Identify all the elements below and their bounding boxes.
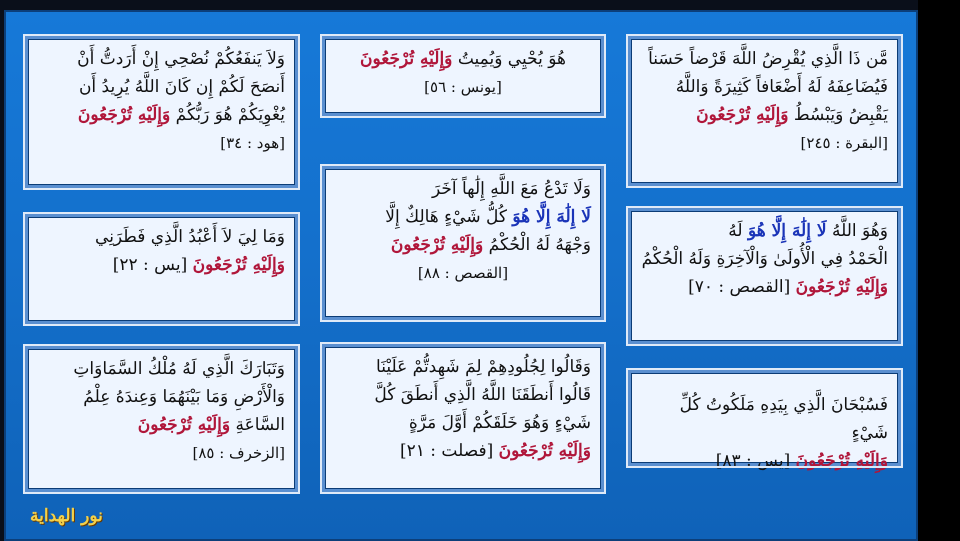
verse-card-zukhruf-85 [25,346,298,492]
verse-line: وَجْهَهُ لَهُ الْحُكْمُ [488,235,591,255]
verse-card-yasin-83 [628,370,901,471]
verse-line: فَيُضَاعِفَهُ لَهُ أَضْعَافاً كَثِيرَةً وَاللَّهُ [675,77,888,97]
verse-highlight: وَإِلَيْهِ تُرْجَعُونَ [696,105,789,125]
verse-line: أَنصَحَ لَكُمْ إِن كَانَ اللَّهُ يُرِيدُ أَن [78,77,285,97]
verse-line: فَسُبْحَانَ الَّذِي بِيَدِهِ مَلَكُوتُ كُلِّ شَيْءٍ [679,395,888,443]
verse-reference: [يونس : ٥٦] [424,78,502,96]
verse-highlight: وَإِلَيْهِ تُرْجَعُونَ [360,49,453,69]
verse-card-yasin-22 [25,214,298,324]
verse-line: وَمَا لِيَ لاَ أَعْبُدُ الَّذِي فَطَرَنِي [95,227,285,247]
verse-line: الْحَمْدُ فِي الْأُولَىٰ وَالْآخِرَةِ وَلَهُ الْحُكْمُ [641,249,888,269]
verse-highlight: وَإِلَيْهِ تُرْجَعُونَ [795,451,888,471]
verse-line: كُلُّ شَيْءٍ هَالِكٌ إِلَّا [385,207,507,227]
verse-line: وَهُوَ اللَّهُ [831,221,888,241]
verse-highlight: وَإِلَيْهِ تُرْجَعُونَ [137,415,231,435]
verse-card-fussilat-21 [322,344,604,492]
verse-reference: [فصلت : ٢١] [399,441,494,461]
verse-highlight: وَإِلَيْهِ تُرْجَعُونَ [192,255,285,275]
window-edge [918,0,960,541]
verse-line: مَّن ذَا الَّذِي يُقْرِضُ اللَّهَ قَرْضاً حَسَناً [648,49,888,69]
verse-line: وَلاَ يَنفَعُكُمْ نُصْحِي إِنْ أَرَدتُّ أَنْ [77,49,285,69]
verse-card-qasas-70 [628,208,901,344]
verse-reference: [هود : ٣٤] [220,134,285,152]
verse-card-qasas-88 [322,166,604,320]
verse-highlight: وَإِلَيْهِ تُرْجَعُونَ [77,105,171,125]
verse-reference: [الزخرف : ٨٥] [192,444,285,462]
verse-line: يَقْبِضُ وَيَبْسُطُ [793,105,888,125]
logo-text: نور الهداية [30,506,103,526]
verse-tahlil: لَا إِلَٰهَ إِلَّا هُوَ [512,207,591,227]
verse-line: السَّاعَةِ [235,415,285,435]
verse-highlight: وَإِلَيْهِ تُرْجَعُونَ [498,441,591,461]
verse-reference: [البقرة : ٢٤٥] [800,134,888,152]
verse-line: وَقَالُوا لِجُلُودِهِمْ لِمَ شَهِدتُّمْ عَلَيْنَا [376,357,591,377]
verse-line: لَهُ [728,221,743,241]
verse-line: وَالْأَرْضِ وَمَا بَيْنَهُمَا وَعِندَهُ عِلْمُ [83,387,285,407]
verse-reference: [يس : ٨٣] [715,451,791,471]
verse-line: قَالُوا أَنطَقَنَا اللَّهُ الَّذِي أَنطَقَ كُلَّ [374,385,591,405]
verse-reference: [القصص : ٨٨] [417,264,509,282]
verse-reference: [القصص : ٧٠] [688,277,791,297]
verse-card-hud-34 [25,36,298,188]
verse-card-yunus-56 [322,36,604,116]
verse-line: شَيْءٍ وَهُوَ خَلَقَكُمْ أَوَّلَ مَرَّةٍ [408,413,591,433]
verse-highlight: وَإِلَيْهِ تُرْجَعُونَ [795,277,888,297]
verse-line: وَلَا تَدْعُ مَعَ اللَّهِ إِلَٰهاً آخَرَ [431,179,591,199]
verse-reference: [يس : ٢٢] [112,255,188,275]
verse-line: وَتَبَارَكَ الَّذِي لَهُ مُلْكُ السَّمَاوَاتِ [73,359,285,379]
verse-highlight: وَإِلَيْهِ تُرْجَعُونَ [390,235,484,255]
verse-line: هُوَ يُحْيِي وَيُمِيتُ [457,49,566,69]
verse-line: يُغْوِيَكُمْ هُوَ رَبُّكُمْ [175,105,285,125]
verse-tahlil: لَا إِلَٰهَ إِلَّا هُوَ [747,221,827,241]
verse-card-baqarah-245 [628,36,901,186]
